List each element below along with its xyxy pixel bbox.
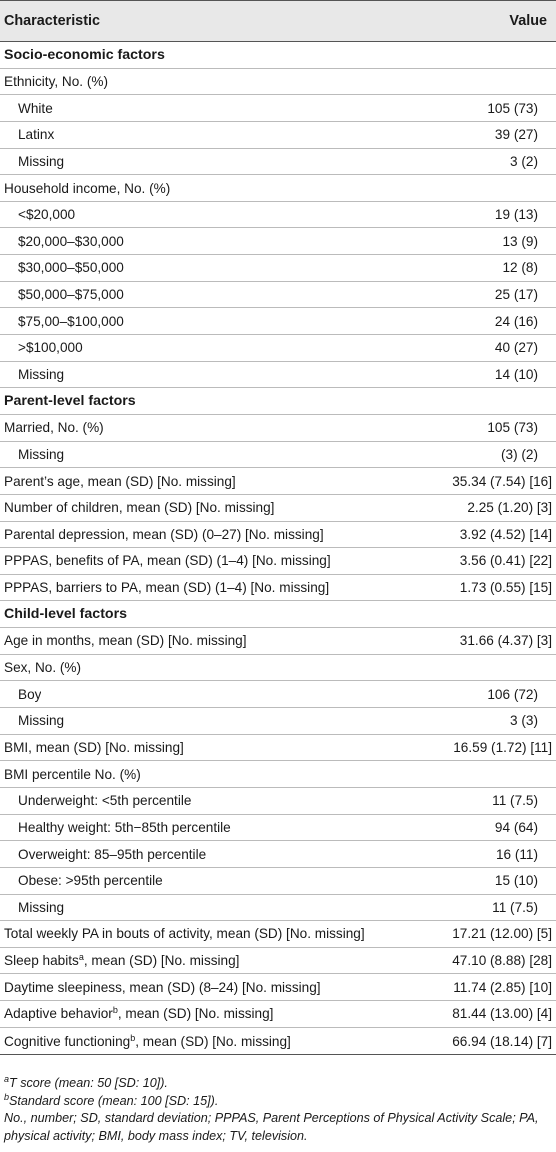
row-value: 14 (10) (494, 367, 538, 382)
table-row (0, 308, 556, 335)
table-row (0, 468, 556, 495)
footnote-a (4, 1075, 552, 1093)
table-row (0, 282, 556, 309)
table-row (0, 735, 556, 762)
row-value: 15 (10) (494, 873, 538, 889)
row-value: 66.94 (18.14) [7] (452, 1033, 552, 1049)
table-row (0, 122, 556, 149)
row-value: 39 (27) (494, 127, 538, 143)
footnote-a-text: T score (mean: 50 [SD: 10]). (9, 1076, 168, 1090)
header-characteristic: Characteristic (4, 13, 100, 29)
row-label: PPPAS, barriers to PA, mean (SD) (1–4) [No. missing] (4, 580, 330, 596)
table-row (0, 1001, 556, 1028)
footnote-b-text: Standard score (mean: 100 [SD: 15]). (9, 1093, 219, 1108)
footnote-marker: b (112, 1006, 118, 1016)
row-value: 40 (27) (494, 340, 538, 356)
row-label: Parent-level factors (4, 393, 136, 410)
row-label: $75,00–$100,000 (18, 313, 124, 329)
row-label: Latinx (18, 127, 55, 143)
row-label: Missing (18, 713, 65, 729)
table-header (0, 0, 556, 42)
row-label: Socio-economic factors (4, 46, 165, 63)
row-label: Cognitive functioning$^b$, mean (SD) [No. missing] (4, 1033, 291, 1049)
row-label: Total weekly PA in bouts of activity, mean (SD) [No. missing] (4, 926, 365, 942)
footnote-marker: a (78, 953, 84, 963)
row-label: Daytime sleepiness, mean (SD) (8–24) [No. missing] (4, 979, 321, 995)
row-label: PPPAS, benefits of PA, mean (SD) (1–4) [No. missing] (4, 553, 331, 569)
row-value: 12 (8) (502, 260, 538, 276)
section-heading (0, 42, 556, 69)
row-label: Boy (18, 686, 42, 702)
row-label: BMI percentile No. (%) (4, 766, 141, 782)
row-value: 106 (72) (487, 686, 538, 702)
row-value: 25 (17) (494, 287, 538, 303)
row-value: 24 (16) (494, 313, 538, 329)
row-label: Number of children, mean (SD) [No. missing] (4, 500, 275, 516)
row-label: Sex, No. (%) (4, 660, 82, 676)
row-value: 3 (2) (510, 153, 538, 169)
row-label: Overweight: 85–95th percentile (18, 846, 207, 862)
row-value: 3 (3) (510, 713, 538, 729)
table-row (0, 761, 556, 788)
row-label: Obese: >95th percentile (18, 873, 163, 889)
footnote-marker: b (130, 1033, 136, 1043)
table-row (0, 815, 556, 842)
table-row (0, 175, 556, 202)
table-row (0, 202, 556, 229)
table-row (0, 628, 556, 655)
row-value: 11 (7.5) (492, 793, 538, 809)
row-value: 1.73 (0.55) [15] (459, 580, 552, 596)
table-row (0, 575, 556, 602)
row-label: Parent’s age, mean (SD) [No. missing] (4, 473, 236, 489)
table-row (0, 974, 556, 1001)
header-value: Value (509, 13, 547, 29)
row-label: White (18, 100, 53, 116)
row-value: 2.25 (1.20) [3] (467, 500, 552, 516)
footnote-abbreviations: No., number; SD, standard deviation; PPPAS, Parent Perceptions of Physical Activity Scale; PA, physical activity; BMI, body mass index; TV, television. (4, 1111, 539, 1143)
row-value: 94 (64) (494, 819, 538, 835)
row-value: 3.56 (0.41) [22] (459, 553, 552, 569)
row-value: 11.74 (2.85) [10] (453, 979, 552, 995)
row-label: Missing (18, 153, 65, 169)
table-row (0, 841, 556, 868)
row-value: 81.44 (13.00) [4] (452, 1006, 552, 1022)
table-row (0, 895, 556, 922)
row-value: 105 (73) (487, 420, 538, 436)
table-row (0, 442, 556, 469)
table-row (0, 708, 556, 735)
row-value: 3.92 (4.52) [14] (459, 526, 552, 542)
footnote-a-mark: a (4, 1074, 10, 1084)
row-value: 17.21 (12.00) [5] (452, 926, 552, 942)
row-value: 16.59 (1.72) [11] (453, 739, 552, 755)
row-label: $20,000–$30,000 (18, 233, 124, 249)
row-value: 105 (73) (487, 100, 538, 116)
table-row (0, 1028, 556, 1055)
row-value: 47.10 (8.88) [28] (452, 953, 552, 969)
row-value: 16 (11) (495, 846, 538, 862)
row-value: 31.66 (4.37) [3] (459, 633, 552, 649)
row-label: $30,000–$50,000 (18, 260, 124, 276)
row-label: Missing (18, 899, 65, 915)
row-label: Married, No. (%) (4, 420, 104, 436)
table-row (0, 415, 556, 442)
table-body (0, 42, 556, 1054)
row-label: Ethnicity, No. (%) (4, 73, 108, 89)
row-value: 11 (7.5) (492, 899, 538, 915)
table-row (0, 868, 556, 895)
row-label: BMI, mean (SD) [No. missing] (4, 739, 184, 755)
row-label: Underweight: <5th percentile (18, 793, 192, 809)
table-row (0, 495, 556, 522)
row-label: Adaptive behavior$^b$, mean (SD) [No. missing] (4, 1006, 274, 1022)
row-label: Child-level factors (4, 606, 127, 623)
row-label: Healthy weight: 5th−85th percentile (18, 819, 231, 835)
table-row (0, 921, 556, 948)
row-label: <$20,000 (18, 207, 76, 223)
footnote-b-mark: b (4, 1091, 10, 1102)
row-label: Age in months, mean (SD) [No. missing] (4, 633, 247, 649)
table-row (0, 149, 556, 176)
table-row (0, 362, 556, 389)
row-label: Parental depression, mean (SD) (0–27) [No. missing] (4, 526, 324, 542)
row-value: 19 (13) (494, 207, 538, 223)
footnote-b (4, 1093, 552, 1111)
table-row (0, 335, 556, 362)
table-bottom-rule (0, 1054, 556, 1055)
table-row (0, 655, 556, 682)
row-label: Missing (18, 367, 65, 382)
table-row (0, 228, 556, 255)
table-row (0, 522, 556, 549)
table-row (0, 95, 556, 122)
table-row (0, 255, 556, 282)
table-row (0, 948, 556, 975)
section-heading (0, 388, 556, 415)
table-footnotes (4, 1075, 552, 1145)
row-label: Sleep habits$^a$, mean (SD) [No. missing] (4, 953, 240, 969)
row-value: (3) (2) (500, 446, 538, 462)
row-label: >$100,000 (18, 340, 83, 356)
table-row (0, 788, 556, 815)
section-heading (0, 601, 556, 628)
row-label: Missing (18, 446, 65, 462)
table-row (0, 69, 556, 96)
table-row (0, 681, 556, 708)
row-value: 13 (9) (502, 233, 538, 249)
row-label: $50,000–$75,000 (18, 287, 124, 303)
table-row (0, 548, 556, 575)
row-value: 35.34 (7.54) [16] (452, 473, 552, 489)
row-label: Household income, No. (%) (4, 180, 171, 196)
